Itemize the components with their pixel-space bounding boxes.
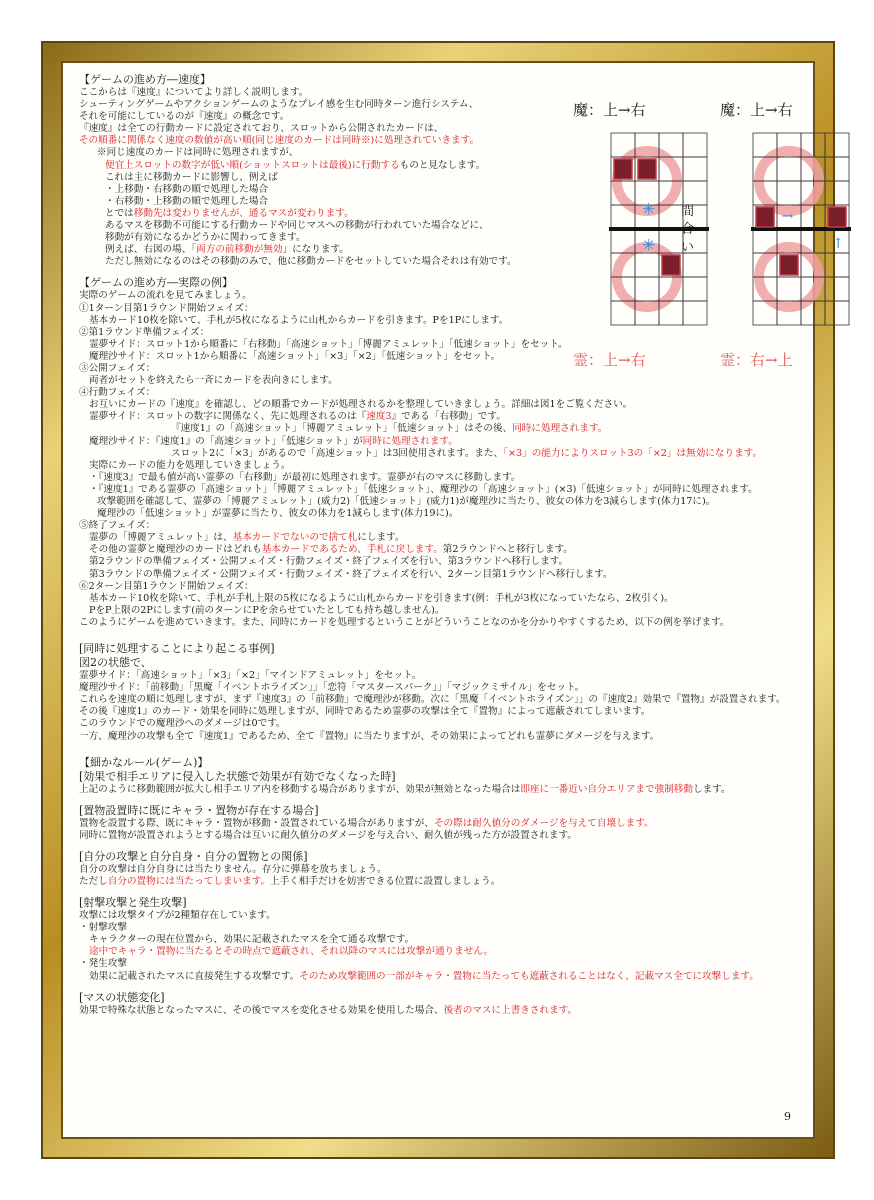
- simultaneous-line: 魔理沙サイド：「前移動」「黒魔「イベントホライズン」」「恋符「マスタースパーク」」「マジックミサイル」をセット。: [79, 682, 585, 694]
- speed-note-red: 便宜上スロットの数字が低い順(ショットスロットは最後)に行動する: [105, 159, 400, 171]
- example-line: 第3ラウンドの準備フェイズ・公開フェイズ・行動フェイズ・終了フェイズを行い、2ターン目第1ラウンドへ移行します。: [89, 568, 613, 580]
- speed-note: あるマスを移動不可能にする行動カードや同じマスへの移動が行われていた場合などに、: [105, 220, 489, 232]
- example-line: [79, 436, 811, 448]
- example-line: ④行動フェイズ：: [79, 387, 156, 399]
- speed-note-red: 移動先は変わりませんが、通るマスが変わります。: [133, 207, 354, 219]
- board-cell: [825, 157, 849, 181]
- simultaneous-line: これらを速度の順に処理しますが、まず『速度3』の「前移動」で魔理沙が移動。次に「黒魔「イベントホライズン」」の『速度2』効果で『置物』が設置されます。: [79, 694, 786, 706]
- example-red: 同時に処理されます。: [512, 423, 608, 435]
- example-line: このようにゲームを進めていきます。また、同時にカードを処理するということがどういうことなのかを分かりやすくするため、以下の例を挙げます。: [79, 616, 730, 628]
- example-line: ③公開フェイズ：: [79, 362, 156, 374]
- move-arrow-icon: ↑: [832, 236, 844, 253]
- simultaneous-line: 一方、魔理沙の攻撃も全て『速度1』であるため、全て『置物』に当たりますが、その効果によってどれも霊夢にダメージを与えます。: [79, 730, 660, 742]
- example-line: 基本カード10枚を除いて、手札が手札上限の5枚になるように山札からカードを引きます(例：手札が3枚になっていたなら、2枚引く)。: [89, 592, 674, 604]
- example-red: 同時に処理されます。: [362, 435, 458, 447]
- example-line: ①1ターン目第1ラウンド開始フェイズ：: [79, 302, 254, 314]
- rule-line: 自分の攻撃は自分自身には当たりません。存分に弾幕を放ちましょう。: [79, 863, 387, 875]
- example-line: 第2ラウンドの準備フェイズ・公開フェイズ・行動フェイズ・終了フェイズを行い、第3ラウンドへ移行します。: [89, 556, 569, 568]
- board-cell: [825, 133, 849, 157]
- diagram-middle-char-1: 間: [681, 204, 695, 219]
- rule-line: ・射撃攻撃: [79, 922, 127, 934]
- example-line: [79, 423, 811, 435]
- example-pre: 霊夢の「博麗アミュレット」は、: [89, 532, 233, 544]
- example-heading: 【ゲームの進め方―実際の例】: [79, 276, 233, 290]
- diagram-left-top-label: 魔：上→右: [573, 101, 646, 119]
- rule-line: [79, 971, 811, 983]
- speed-note: [79, 160, 811, 172]
- rule-line: [79, 1005, 811, 1017]
- example-line: 魔理沙の「低速ショット」が霊夢に当たり、彼女の体力を1減らします(体力19に)。: [97, 508, 459, 520]
- rule-pre: ただし: [79, 875, 108, 887]
- example-line: 霊夢サイド：スロット1から順番に「右移動」「高速ショット」「博麗アミュレット」「低速ショット」をセット。: [89, 338, 568, 350]
- rule-pre: 置物を設置する際、既にキャラ・置物が移動・設置されている場合がありますが、: [79, 817, 434, 829]
- rule-title: [射撃攻撃と発生攻撃]: [79, 896, 187, 910]
- speed-note: ・上移動・右移動の順で処理した場合: [105, 183, 269, 195]
- example-line: 魔理沙サイド：スロット1から順番に「高速ショット」「×3」「×2」「低速ショット」をセット。: [89, 350, 501, 362]
- speed-line: ここからは『速度』についてより詳しく説明します。: [79, 87, 309, 98]
- example-line: お互いにカードの『速度』を確認し、どの順番でカードが処理されるかを整理していきましょう。詳細は図1をご覧ください。: [89, 399, 633, 411]
- speed-note-post: 」になります。: [282, 244, 349, 256]
- speed-line: 『速度』は全ての行動カードに設定されており、スロットから公開されたカードは、: [79, 123, 444, 135]
- blocked-star-icon: ✳: [642, 199, 656, 219]
- speed-note-red: 両方の前移動が無効: [196, 244, 283, 256]
- rule-line: キャラクターの現在位置から、効果に記載されたマスを全て通る攻撃です。: [89, 934, 415, 946]
- character-card-icon: [828, 207, 846, 227]
- example-line: 両者がセットを終えたら一斉にカードを表向きにします。: [89, 375, 338, 387]
- example-line: [79, 411, 811, 423]
- example-red: 基本カードでないので捨て札: [232, 532, 358, 544]
- example-red: 速度3: [366, 411, 392, 423]
- example-red: 「×3」の能力によりスロット3の「×2」は無効になります。: [503, 447, 763, 459]
- simultaneous-heading: [同時に処理することにより起こる事例]: [79, 642, 275, 656]
- rule-post: 上手く相手だけを妨害できる位置に設置しましょう。: [270, 875, 501, 887]
- speed-note: ・右移動・上移動の順で処理した場合: [105, 195, 269, 207]
- example-line: 基本カード10枚を除いて、手札が5枚になるように山札からカードを引きます。Pを1Pにします。: [89, 314, 509, 326]
- example-line: PをP上限の2Pにします(前のターンにPを余らせていたとしても持ち越しません)。: [89, 604, 445, 616]
- example-red: 基本カードであるため、手札に戻します。: [261, 544, 443, 556]
- example-pre: 魔理沙サイド：『速度1』の「高速ショット」「低速ショット」が: [89, 435, 363, 447]
- move-arrow-icon: →: [781, 208, 794, 225]
- page-sheet: [61, 61, 844, 1139]
- example-line: [79, 544, 811, 556]
- speed-note: [79, 244, 811, 256]
- speed-note-pre: 例えば、右図の場、「: [105, 244, 197, 256]
- speed-note: ただし無効になるのはその移動のみで、他に移動カードをセットしていた場合それは有効です。: [105, 256, 517, 268]
- speed-note: ※同じ速度のカードは同時に処理されますが、: [97, 147, 299, 159]
- rule-red: 後者のマスに上書きされます。: [443, 1004, 578, 1016]
- rule-pre: 効果で特殊な状態となったマスに、その後でマスを変化させる効果を使用した場合、: [79, 1004, 444, 1016]
- rule-line: 途中でキャラ・置物に当たるとその時点で遮蔽され、それ以降のマスには攻撃が通りません。: [89, 946, 494, 958]
- rule-post: します。: [693, 783, 731, 795]
- rule-title: [効果で相手エリアに侵入した状態で効果が有効でなくなった時]: [79, 769, 396, 783]
- page-number: 9: [784, 1110, 791, 1123]
- diagram-middle-char-3: い: [681, 240, 695, 255]
- example-post: 第2ラウンドへと移行します。: [442, 544, 573, 556]
- blocked-star-icon: ✳: [642, 235, 656, 255]
- example-pre: 『速度1』の「高速ショット」「博麗アミュレット」「低速ショット」はその後、: [171, 423, 513, 435]
- board-cell: [825, 253, 849, 277]
- example-line: [79, 532, 811, 544]
- board-cell: [825, 277, 849, 301]
- rule-line: [79, 876, 811, 888]
- simultaneous-line: 霊夢サイド：「高速ショット」「×3」「×2」「マインドアミュレット」をセット。: [79, 670, 422, 682]
- example-line: ②第1ラウンド準備フェイズ：: [79, 326, 210, 338]
- example-line: 実際にカードの能力を処理していきましょう。: [89, 459, 291, 471]
- rule-line: 同時に置物が設置されようとする場合は互いに耐久値分のダメージを与え合い、耐久値が残った方が設置されます。: [79, 829, 577, 841]
- example-line: ・『速度1』である霊夢の「高速ショット」「博麗アミュレット」「低速ショット」、魔理沙の「高速ショット」(×3)「低速ショット」が同時に処理されます。: [89, 483, 758, 495]
- speed-red-line: その順番に関係なく速度の数値が高い順(同じ速度のカードは同時※)に処理されていきます。: [79, 135, 480, 147]
- board-cell: [825, 301, 849, 325]
- rule-red: 自分の置物には当たってしまいます。: [107, 875, 271, 887]
- speed-line: シューティングゲームやアクションゲームのようなプレイ感を生む同時ターン進行システム、: [79, 99, 479, 111]
- board-cell: [825, 181, 849, 205]
- example-pre: その他の霊夢と魔理沙のカードはどれも: [89, 544, 262, 556]
- example-line: 実際のゲームの流れを見てみましょう。: [79, 290, 252, 302]
- speed-line: それを可能にしているのが『速度』の概念です。: [79, 111, 290, 123]
- example-line: ⑤終了フェイズ：: [79, 520, 156, 532]
- example-post: にします。: [357, 532, 405, 544]
- rule-line: [79, 784, 811, 796]
- speed-note-pre: とでは: [105, 207, 134, 219]
- speed-note: これは主に移動カードに影響し、例えば: [105, 171, 278, 183]
- example-line: 攻撃範囲を確認して、霊夢の「博麗アミュレット」(威力2)「低速ショット」(威力1)が魔理沙に当たり、彼女の体力を3減らします(体力17に)。: [97, 496, 716, 507]
- simultaneous-line: このラウンドでの魔理沙へのダメージは0です。: [79, 718, 286, 730]
- rule-red: 即座に一番近い自分エリアまで強制移動: [520, 783, 693, 795]
- diagram-left-bottom-label: 霊：上→右: [573, 351, 646, 369]
- example-line: [79, 448, 811, 460]
- rule-pre: 効果に記載されたマスに直接発生する攻撃です。: [89, 970, 300, 982]
- speed-note: [79, 208, 811, 220]
- example-pre: スロット2に「×3」があるので「高速ショット」は3回使用されます。また、: [171, 447, 504, 459]
- example-line: ・『速度3』で最も値が高い霊夢の「右移動」が最初に処理されます。霊夢が右のマスに移動します。: [89, 471, 521, 483]
- speed-note-rest: ものと見なします。: [399, 159, 486, 171]
- example-post: 』である「右移動」です。: [391, 411, 506, 423]
- rule-title: [マスの状態変化]: [79, 990, 165, 1004]
- gold-border-frame: [41, 41, 844, 1159]
- example-pre: 霊夢サイド：スロットの数字に関係なく、先に処理されるのは『: [89, 411, 367, 423]
- speed-heading: 【ゲームの進め方―速度】: [79, 73, 211, 86]
- diagram-right-bottom-label: 霊：右→上: [720, 351, 793, 369]
- rule-pre: 上記のように移動範囲が拡大し相手エリア内を移動する場合がありますが、効果が無効となった場合は: [79, 783, 521, 795]
- diagram-right-top-label: 魔：上→右: [720, 101, 793, 119]
- page-content: [79, 73, 811, 1017]
- example-line: ⑥2ターン目第1ラウンド開始フェイズ：: [79, 580, 254, 592]
- rule-red: そのため攻撃範囲の一部がキャラ・置物に当たっても遮蔽されることはなく、記載マス全てに攻撃します。: [299, 970, 759, 982]
- simultaneous-fig: 図2の状態で、: [79, 656, 152, 670]
- rule-title: [置物設置時に既にキャラ・置物が存在する場合]: [79, 803, 319, 817]
- simultaneous-line: その後『速度1』のカード・効果を同時に処理しますが、同時であるため霊夢の攻撃は全て『置物』によって遮蔽されてしまいます。: [79, 706, 651, 718]
- rules-heading: 【細かなルール(ゲーム)】: [79, 755, 209, 769]
- rule-line: [79, 818, 811, 830]
- rule-line: 攻撃には攻撃タイプが2種類存在しています。: [79, 910, 276, 922]
- speed-note: 移動が有効になるかどうかに関わってきます。: [105, 232, 306, 244]
- rule-line: ・発生攻撃: [79, 958, 127, 970]
- rule-red: その際は耐久値分のダメージを与えて自壊します。: [433, 817, 654, 829]
- rule-title: [自分の攻撃と自分自身・自分の置物との関係]: [79, 849, 308, 863]
